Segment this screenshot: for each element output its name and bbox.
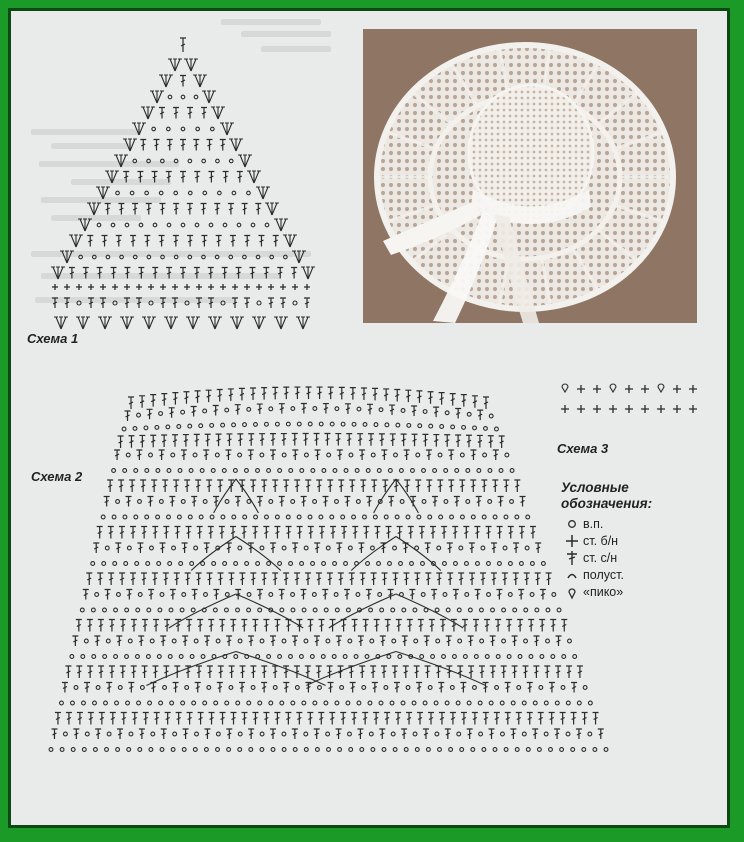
legend-item-slip-stitch	[561, 566, 730, 583]
legend-title-line2: обозначения:	[561, 496, 653, 511]
scheme1-diagram	[33, 33, 333, 333]
legend-title-line1: Условные	[561, 480, 629, 495]
chain-circle-icon	[561, 518, 583, 530]
scheme2-label: Схема 2	[31, 469, 83, 484]
double-crochet-icon	[561, 550, 583, 566]
legend-item-label: полуст.	[583, 567, 624, 582]
legend-item-single-crochet	[561, 532, 730, 549]
picot-icon	[561, 584, 583, 600]
scheme2-diagram	[31, 379, 619, 779]
legend-item-label: ст. с/н	[583, 550, 618, 565]
legend-item-label: ст. б/н	[583, 533, 619, 548]
slip-stitch-arc-icon	[561, 569, 583, 581]
hat-photo	[363, 29, 697, 323]
single-crochet-cross-icon	[561, 534, 583, 548]
scheme1-label: Схема 1	[27, 331, 79, 346]
legend	[561, 480, 730, 600]
legend-item-label: «пико»	[583, 584, 624, 599]
legend-item-chain	[561, 515, 730, 532]
legend-item-label: в.п.	[583, 516, 604, 531]
legend-item-picot	[561, 583, 730, 600]
scheme3-label: Схема 3	[557, 441, 609, 456]
legend-item-double-crochet	[561, 549, 730, 566]
scheme3-diagram	[551, 377, 711, 421]
page-frame	[8, 8, 730, 828]
